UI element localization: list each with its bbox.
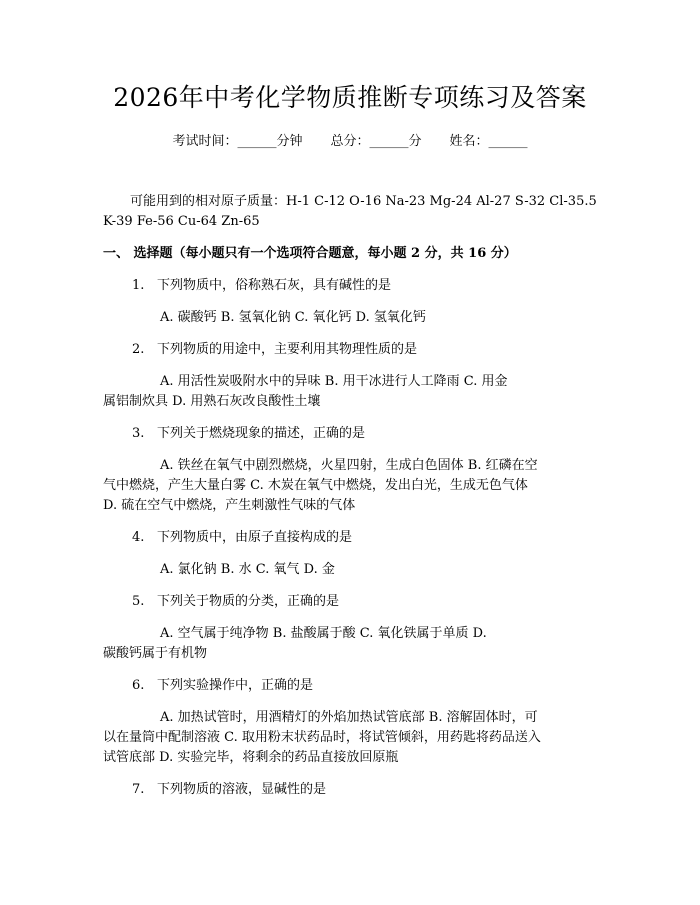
question-text: 下列关于物质的分类，正确的是	[157, 594, 340, 609]
question-text: 下列物质中，俗称熟石灰，具有碱性的是	[157, 278, 392, 293]
question-5-options-line-2: 碳酸钙属于有机物	[103, 646, 208, 661]
question-7	[132, 780, 326, 800]
exam-time: 考试时间：______分钟	[172, 134, 303, 149]
question-text: 下列物质的溶液，显碱性的是	[157, 782, 327, 797]
question-3-options-line-2: 气中燃烧，产生大量白雾 C. 木炭在氧气中燃烧，发出白光，生成无色气体	[103, 478, 528, 493]
exam-total-score: 总分：______分	[330, 134, 422, 149]
question-2-options-line-2: 属铝制炊具 D. 用熟石灰改良酸性土壤	[103, 394, 321, 409]
question-4-options: A. 氯化钠 B. 水 C. 氧气 D. 金	[160, 562, 335, 577]
question-3-options-line-3: D. 硫在空气中燃烧，产生刺激性气味的气体	[103, 498, 356, 513]
question-1	[132, 276, 391, 296]
question-number: 7.	[132, 782, 145, 797]
atomic-mass-line-2: K-39 Fe-56 Cu-64 Zn-65	[103, 214, 260, 229]
question-5-options-line-1: A. 空气属于纯净物 B. 盐酸属于酸 C. 氧化铁属于单质 D.	[160, 626, 487, 641]
question-2-options-line-1: A. 用活性炭吸附水中的异味 B. 用干冰进行人工降雨 C. 用金	[160, 374, 508, 389]
question-1-options: A. 碳酸钙 B. 氢氧化钠 C. 氧化钙 D. 氢氧化钙	[160, 310, 426, 325]
atomic-mass-line-1: 可能用到的相对原子质量：H-1 C-12 O-16 Na-23 Mg-24 Al-27 S-32 Cl-35.5	[130, 194, 597, 209]
question-text: 下列实验操作中，正确的是	[157, 678, 314, 693]
page-title: 2026年中考化学物质推断专项练习及答案	[113, 83, 587, 112]
question-6-options-line-1: A. 加热试管时，用酒精灯的外焰加热试管底部 B. 溶解固体时，可	[160, 710, 538, 725]
question-6	[132, 676, 313, 696]
question-number: 6.	[132, 678, 145, 693]
section-heading: 一、 选择题（每小题只有一个选项符合题意，每小题 2 分，共 16 分）	[103, 246, 517, 261]
question-number: 4.	[132, 530, 145, 545]
question-3-options-line-1: A. 铁丝在氧气中剧烈燃烧，火星四射，生成白色固体 B. 红磷在空	[160, 458, 538, 473]
question-5	[132, 592, 339, 612]
question-text: 下列物质中，由原子直接构成的是	[157, 530, 353, 545]
question-number: 1.	[132, 278, 145, 293]
question-number: 5.	[132, 594, 145, 609]
question-2	[132, 340, 417, 360]
question-text: 下列物质的用途中，主要利用其物理性质的是	[157, 342, 418, 357]
question-number: 3.	[132, 426, 145, 441]
question-3	[132, 424, 365, 444]
exam-info	[0, 132, 700, 152]
exam-name: 姓名：______	[449, 134, 528, 149]
question-6-options-line-3: 试管底部 D. 实验完毕，将剩余的药品直接放回原瓶	[103, 750, 399, 765]
question-4	[132, 528, 352, 548]
question-number: 2.	[132, 342, 145, 357]
question-text: 下列关于燃烧现象的描述，正确的是	[157, 426, 366, 441]
question-6-options-line-2: 以在量筒中配制溶液 C. 取用粉末状药品时，将试管倾斜，用药匙将药品送入	[103, 730, 541, 745]
